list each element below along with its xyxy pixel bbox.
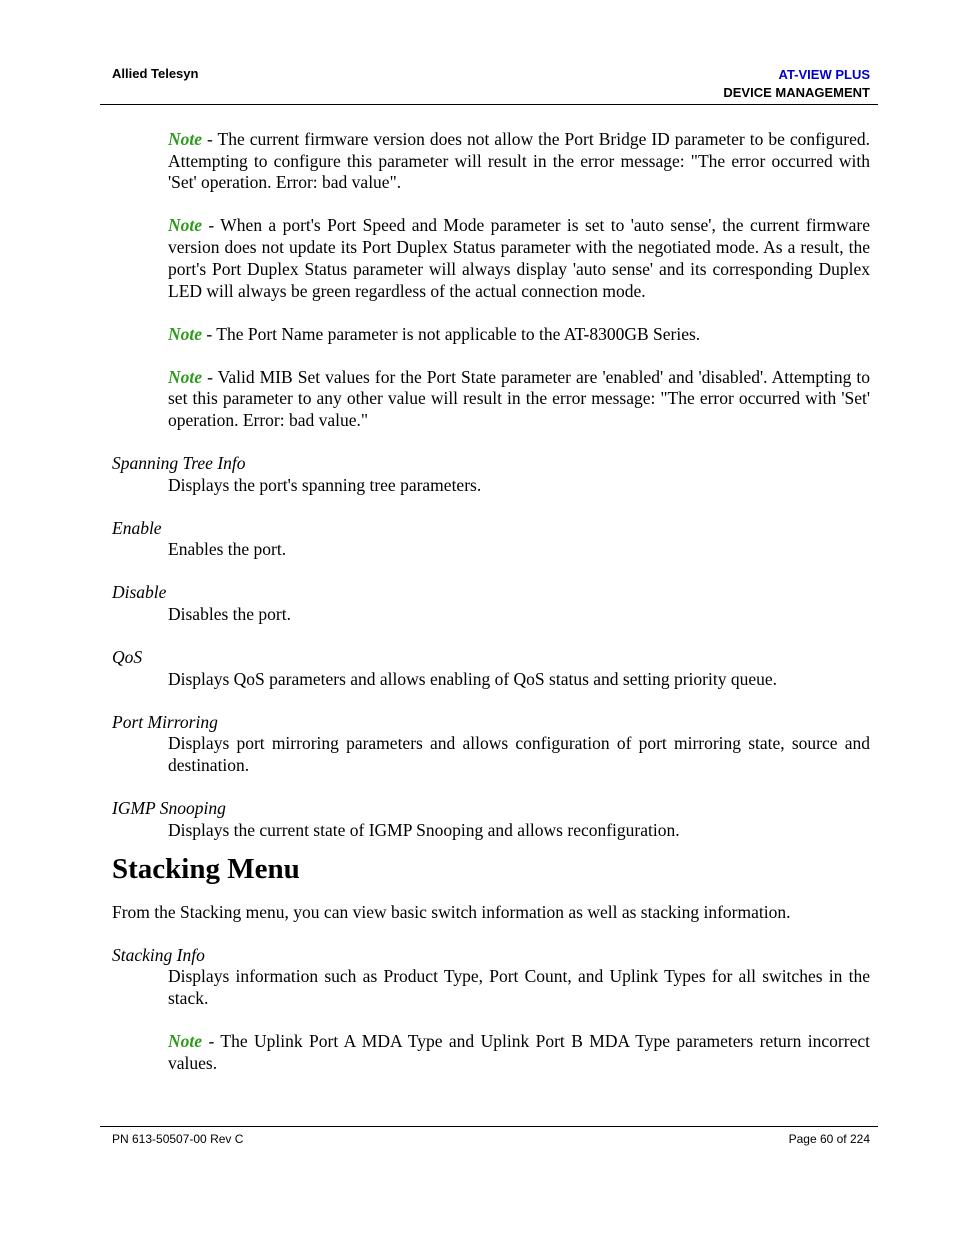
note-label: Note	[168, 129, 203, 149]
note-paragraph	[168, 367, 870, 432]
header-divider	[100, 104, 878, 105]
note-text: - The Port Name parameter is not applicable to the AT-8300GB Series.	[202, 323, 701, 344]
note-text: - When a port's Port Speed and Mode parameter is set to 'auto sense', the current firmware version does not update its Port Duplex Status parameter with the negotiated mode. As a result, the port's Port Duplex Status parameter will always display 'auto sense' and its corresponding Duplex LED will always be green regardless of the actual connection mode.	[168, 215, 870, 301]
definition-item	[112, 712, 870, 777]
section-intro: From the Stacking menu, you can view basic switch information as well as stacking information.	[112, 901, 791, 922]
definition-item	[112, 518, 870, 561]
definition-item	[112, 798, 870, 841]
footer-divider	[100, 1126, 878, 1127]
definition-item	[112, 945, 870, 1010]
section-heading: Stacking Menu	[112, 852, 300, 885]
header-section: DEVICE MANAGEMENT	[723, 85, 870, 100]
notes-block	[168, 129, 870, 432]
page-content	[112, 129, 870, 1074]
footer-page-number: Page 60 of 224	[788, 1132, 870, 1146]
notes-block	[168, 1031, 870, 1074]
definition-desc: Displays the current state of IGMP Snooping and allows reconfiguration.	[168, 819, 680, 840]
definition-item	[112, 453, 870, 496]
definition-desc: Displays port mirroring parameters and allows configuration of port mirroring state, source and destination.	[168, 733, 870, 776]
header-product: AT-VIEW PLUS	[778, 67, 870, 82]
definition-term: Stacking Info	[112, 944, 205, 965]
note-label: Note	[168, 366, 203, 387]
definition-desc: Displays QoS parameters and allows enabling of QoS status and setting priority queue.	[168, 668, 777, 689]
note-label: Note	[168, 323, 203, 344]
note-text: - The current firmware version does not allow the Port Bridge ID parameter to be configured. Attempting to configure this parameter will result in the error message: "The error occurred with 'Set' operation. Error: bad value".	[168, 129, 870, 193]
header-right	[723, 66, 870, 102]
note-paragraph	[168, 1031, 870, 1074]
note-paragraph	[168, 324, 870, 346]
definition-desc: Displays the port's spanning tree parameters.	[168, 474, 482, 495]
definition-term: QoS	[112, 647, 143, 668]
definition-term: IGMP Snooping	[112, 798, 226, 819]
definition-desc: Displays information such as Product Type, Port Count, and Uplink Types for all switches in the stack.	[168, 966, 870, 1008]
definition-term: Enable	[112, 517, 162, 538]
definition-term: Disable	[112, 582, 167, 603]
note-label: Note	[168, 1030, 203, 1051]
note-paragraph	[168, 215, 870, 302]
note-text: - Valid MIB Set values for the Port State parameter are 'enabled' and 'disabled'. Attempting to set this parameter to any other value will result in the error message: "The error occurred with 'Set' operation. Error: bad value."	[168, 366, 870, 430]
definition-desc: Enables the port.	[168, 539, 287, 560]
definition-term: Spanning Tree Info	[112, 452, 246, 473]
definition-desc: Disables the port.	[168, 604, 291, 625]
definition-item	[112, 647, 870, 690]
note-text: - The Uplink Port A MDA Type and Uplink Port B MDA Type parameters return incorrect values.	[168, 1030, 870, 1073]
note-paragraph	[168, 129, 870, 194]
definition-term: Port Mirroring	[112, 711, 218, 732]
note-label: Note	[168, 215, 203, 236]
header-company: Allied Telesyn	[112, 66, 199, 81]
definition-item	[112, 582, 870, 625]
footer-part-number: PN 613-50507-00 Rev C	[112, 1132, 244, 1146]
